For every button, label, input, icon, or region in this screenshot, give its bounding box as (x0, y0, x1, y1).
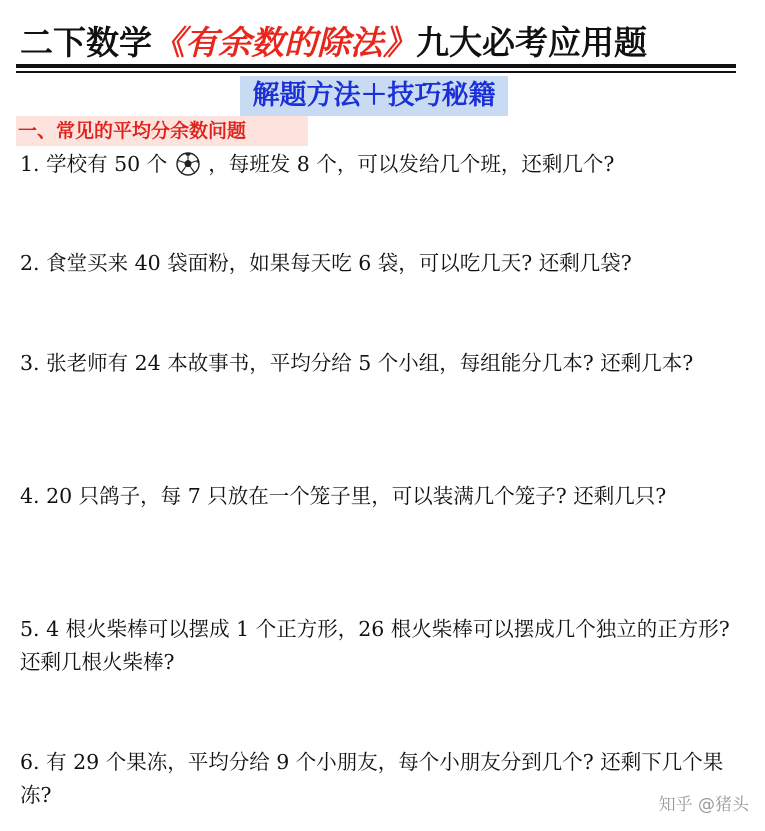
question-2: 2. 食堂买来 40 袋面粉，如果每天吃 6 袋，可以吃几天? 还剩几袋? (20, 251, 632, 275)
question-4: 4. 20 只鸽子，每 7 只放在一个笼子里，可以装满几个笼子? 还剩几只? (20, 484, 667, 508)
soccer-ball-icon (176, 152, 200, 176)
question-6: 6. 有 29 个果冻，平均分给 9 个小朋友，每个小朋友分到几个? 还剩下几个果冻? (20, 750, 724, 807)
title-suffix: 九大必考应用题 (416, 23, 647, 62)
question-1 (20, 148, 740, 181)
title-underline-thick (16, 64, 736, 68)
subtitle: 解题方法＋技巧秘籍 (252, 80, 496, 111)
question-5: 5. 4 根火柴棒可以摆成 1 个正方形，26 根火柴棒可以摆成几个独立的正方形? 还剩几根火柴棒? (20, 617, 730, 674)
watermark: 知乎 @猪头 (658, 795, 749, 815)
title-underline-thin (16, 71, 736, 73)
title-highlight: 《有余数的除法》 (152, 23, 416, 62)
question-3: 3. 张老师有 24 本故事书，平均分给 5 个小组，每组能分几本? 还剩几本? (20, 351, 694, 375)
question-1-text-a: 1. 学校有 50 个 (20, 152, 168, 176)
section-heading: 一、常见的平均分余数问题 (18, 120, 247, 142)
page-title (20, 18, 740, 68)
title-prefix: 二下数学 (20, 23, 152, 62)
question-1-text-b: ，每班发 8 个，可以发给几个班，还剩几个? (208, 152, 615, 176)
